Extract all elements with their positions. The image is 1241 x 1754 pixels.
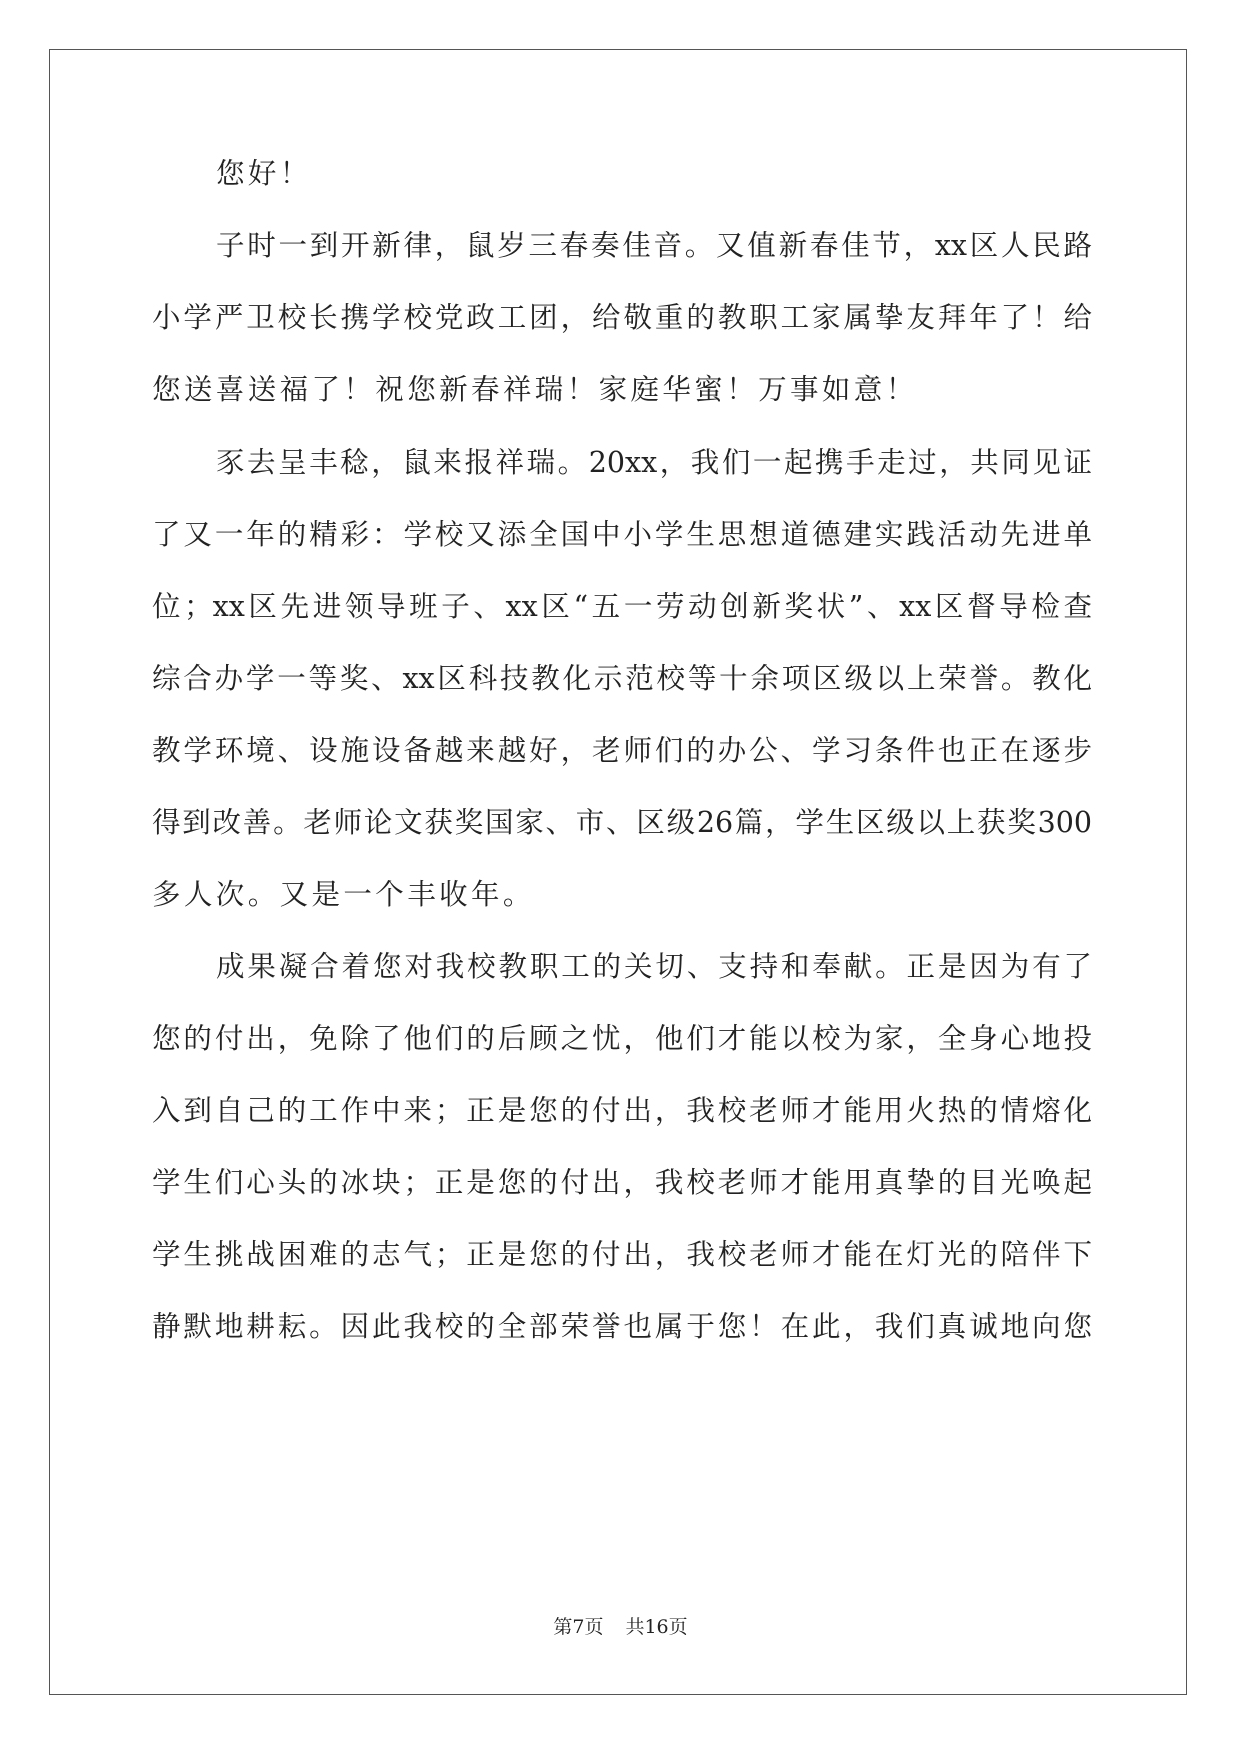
paragraph-1-line-1: 子时一到开新律，鼠岁三春奏佳音。又值新春佳节，xx区人民路 [216, 229, 1092, 262]
paragraph-3-line-1: 成果凝合着您对我校教职工的关切、支持和奉献。正是因为有了 [216, 950, 1092, 983]
paragraph-2-line-6: 得到改善。老师论文获奖国家、市、区级26篇，学生区级以上获奖300 [152, 806, 1092, 839]
paragraph-1-line-2: 小学严卫校长携学校党政工团，给敬重的教职工家属挚友拜年了！给 [152, 301, 1092, 334]
greeting-line: 您好！ [216, 157, 312, 190]
page-border [49, 49, 1187, 1695]
page-number-current: 第7页 [553, 1616, 604, 1638]
paragraph-3-line-4: 学生们心头的冰块；正是您的付出，我校老师才能用真挚的目光唤起 [152, 1166, 1092, 1199]
paragraph-2-line-1: 豕去呈丰稔，鼠来报祥瑞。20xx，我们一起携手走过，共同见证 [216, 446, 1092, 479]
paragraph-3-line-6: 静默地耕耘。因此我校的全部荣誉也属于您！在此，我们真诚地向您 [152, 1310, 1092, 1343]
paragraph-2-line-3: 位；xx区先进领导班子、xx区“五一劳动创新奖状”、xx区督导检查 [152, 590, 1092, 623]
paragraph-2-line-7: 多人次。又是一个丰收年。 [152, 878, 535, 911]
paragraph-2-line-5: 教学环境、设施设备越来越好，老师们的办公、学习条件也正在逐步 [152, 734, 1092, 767]
paragraph-3-line-3: 入到自己的工作中来；正是您的付出，我校老师才能用火热的情熔化 [152, 1094, 1092, 1127]
paragraph-3-line-2: 您的付出，免除了他们的后顾之忧，他们才能以校为家，全身心地投 [152, 1022, 1092, 1055]
page-footer [0, 1614, 1241, 1640]
paragraph-1-line-3: 您送喜送福了！祝您新春祥瑞！家庭华蜜！万事如意！ [152, 373, 918, 406]
paragraph-2-line-2: 了又一年的精彩：学校又添全国中小学生思想道德建实践活动先进单 [152, 518, 1092, 551]
page-number-total: 共16页 [625, 1616, 688, 1638]
paragraph-3-line-5: 学生挑战困难的志气；正是您的付出，我校老师才能在灯光的陪伴下 [152, 1238, 1092, 1271]
paragraph-2-line-4: 综合办学一等奖、xx区科技教化示范校等十余项区级以上荣誉。教化 [152, 662, 1092, 695]
